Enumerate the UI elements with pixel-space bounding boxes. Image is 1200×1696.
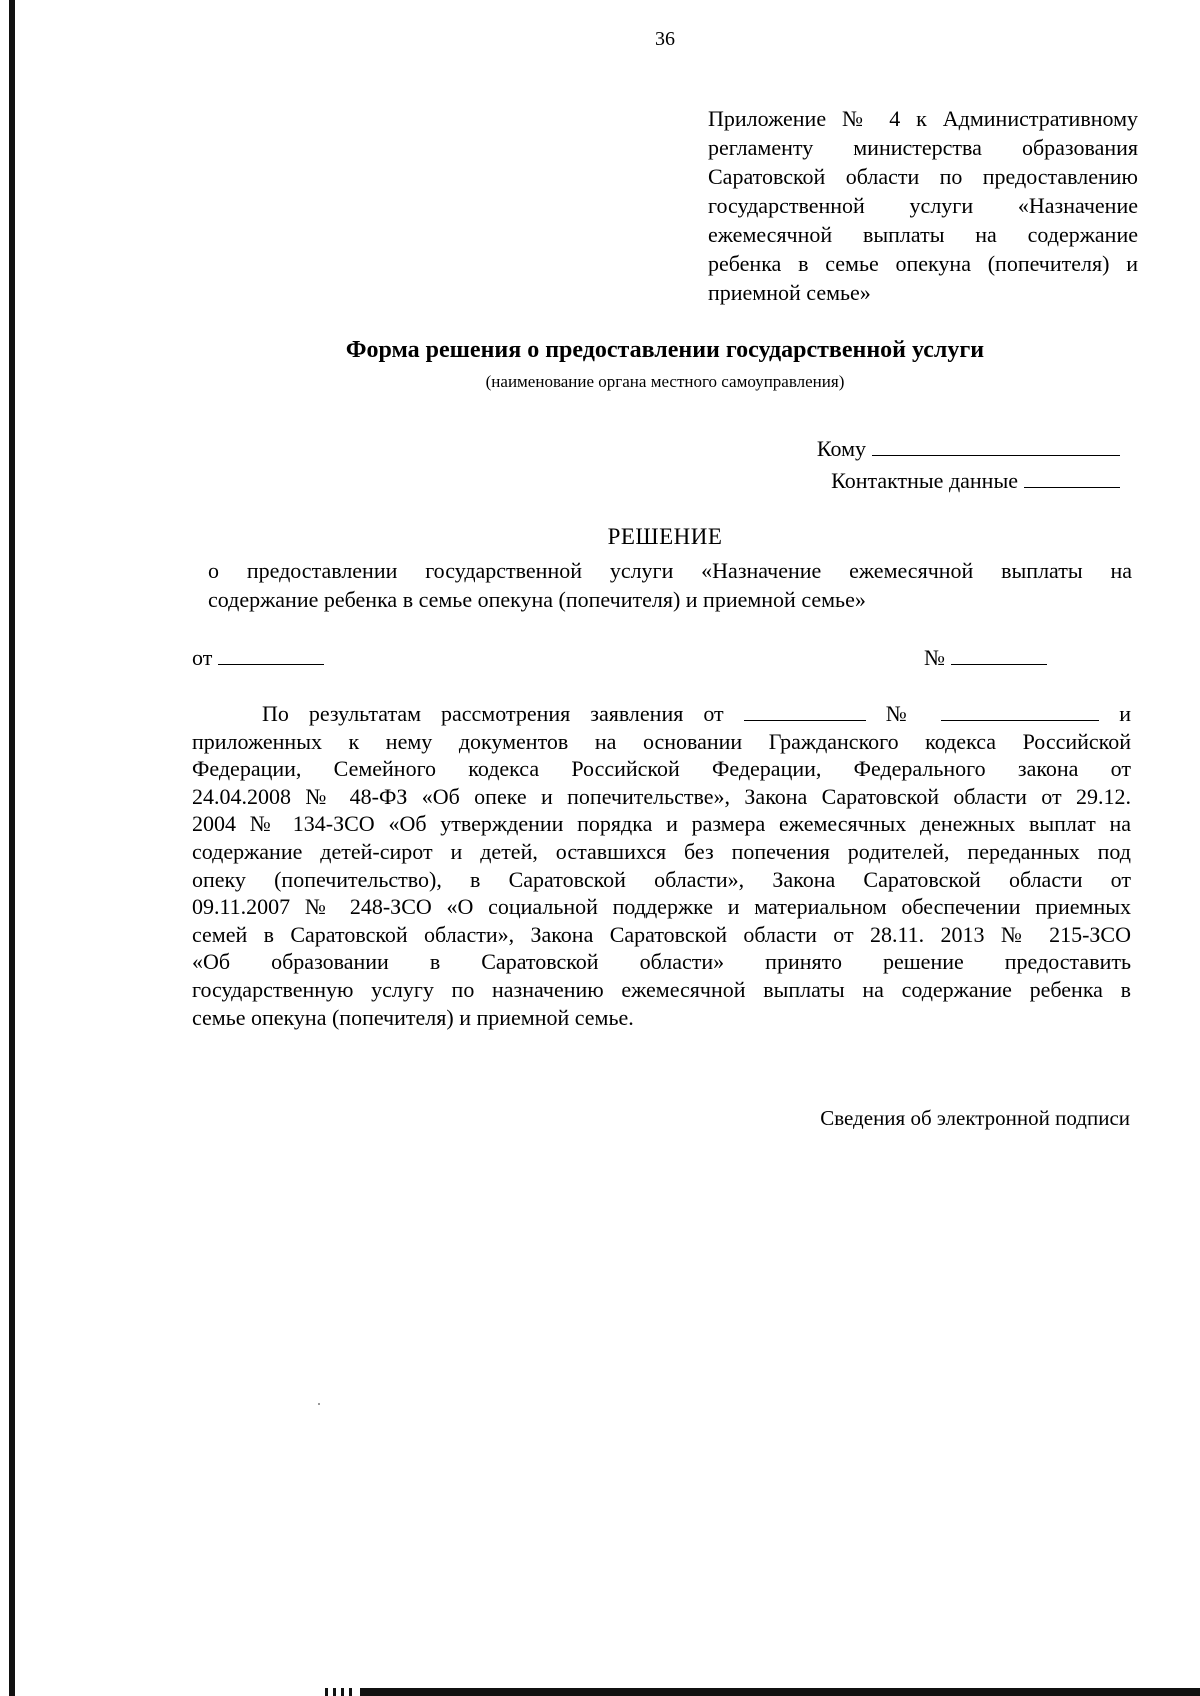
form-title: Форма решения о предоставлении государственной услуги: [345, 337, 985, 363]
appendix-line: Саратовской области по предоставлению: [708, 164, 1138, 189]
recipient-block: [790, 433, 1120, 497]
application-number-field[interactable]: [941, 702, 1099, 721]
body-first-line: [192, 700, 1131, 728]
scan-bottom-edge: [360, 1688, 1200, 1696]
decision-date: [192, 642, 324, 671]
decision-date-number-row: [192, 642, 1047, 671]
body-conjunction: и: [1119, 701, 1132, 726]
decision-subtitle: [208, 556, 1132, 614]
form-subtitle: (наименование органа местного самоуправления): [485, 372, 845, 391]
body-line: семье опекуна (попечителя) и приемной семье.: [192, 1004, 634, 1030]
decision-number: [924, 642, 1047, 671]
decision-number-label: №: [924, 645, 945, 670]
body-application-number-label: №: [885, 701, 922, 726]
body-line: содержание детей-сирот и детей, оставшихся без попечения родителей, переданных под: [192, 838, 1131, 864]
appendix-line: государственной услуги «Назначение: [708, 193, 1138, 218]
decision-date-label: от: [192, 645, 213, 670]
recipient-to-field[interactable]: [872, 433, 1120, 456]
appendix-line: регламенту министерства образования: [708, 135, 1138, 160]
body-line: 09.11.2007 № 248-ЗСО «О социальной поддержке и материальном обеспечении приемных: [192, 894, 1131, 920]
body-line: приложенных к нему документов на основании Гражданского кодекса Российской: [192, 728, 1131, 754]
body-application-label: По результатам рассмотрения заявления от: [262, 701, 724, 726]
body-line: государственную услугу по назначению ежемесячной выплаты на содержание ребенка в: [192, 976, 1131, 1002]
appendix-line: Приложение № 4 к Административному: [708, 106, 1138, 131]
appendix-line: ребенка в семье опекуна (попечителя) и: [708, 251, 1138, 276]
scan-speck: [318, 1403, 320, 1405]
body-line: 24.04.2008 № 48-ФЗ «Об опеке и попечительстве», Закона Саратовской области от 29.12.: [192, 783, 1131, 809]
appendix-line: ежемесячной выплаты на содержание: [708, 222, 1138, 247]
decision-body: [192, 700, 1131, 1031]
electronic-signature-info: Сведения об электронной подписи: [820, 1106, 1130, 1130]
appendix-line: приемной семье»: [708, 280, 871, 305]
application-date-field[interactable]: [744, 702, 866, 721]
body-line: 2004 № 134-ЗСО «Об утверждении порядка и размера ежемесячных денежных выплат на: [192, 811, 1131, 837]
decision-subtitle-line: содержание ребенка в семье опекуна (попечителя) и приемной семье»: [208, 587, 866, 612]
recipient-to-row: [790, 433, 1120, 465]
recipient-to-label: Кому: [816, 436, 866, 461]
scan-bottom-ticks: [325, 1688, 355, 1696]
body-line: «Об образовании в Саратовской области» принято решение предоставить: [192, 949, 1131, 975]
recipient-contact-row: [790, 465, 1120, 497]
page-number: 36: [655, 28, 675, 50]
decision-date-field[interactable]: [218, 642, 324, 665]
body-line: семей в Саратовской области», Закона Саратовской области от 28.11. 2013 № 215-ЗСО: [192, 921, 1131, 947]
recipient-contact-label: Контактные данные: [831, 468, 1018, 493]
appendix-reference: [708, 104, 1138, 307]
decision-heading: РЕШЕНИЕ: [607, 524, 723, 549]
decision-subtitle-line: о предоставлении государственной услуги «Назначение ежемесячной выплаты на: [208, 558, 1132, 583]
body-line: опеку (попечительство), в Саратовской области», Закона Саратовской области от: [192, 866, 1131, 892]
recipient-contact-field[interactable]: [1024, 465, 1120, 488]
scan-left-edge: [9, 0, 15, 1696]
decision-number-field[interactable]: [951, 642, 1047, 665]
body-line: Федерации, Семейного кодекса Российской Федерации, Федерального закона от: [192, 756, 1131, 782]
